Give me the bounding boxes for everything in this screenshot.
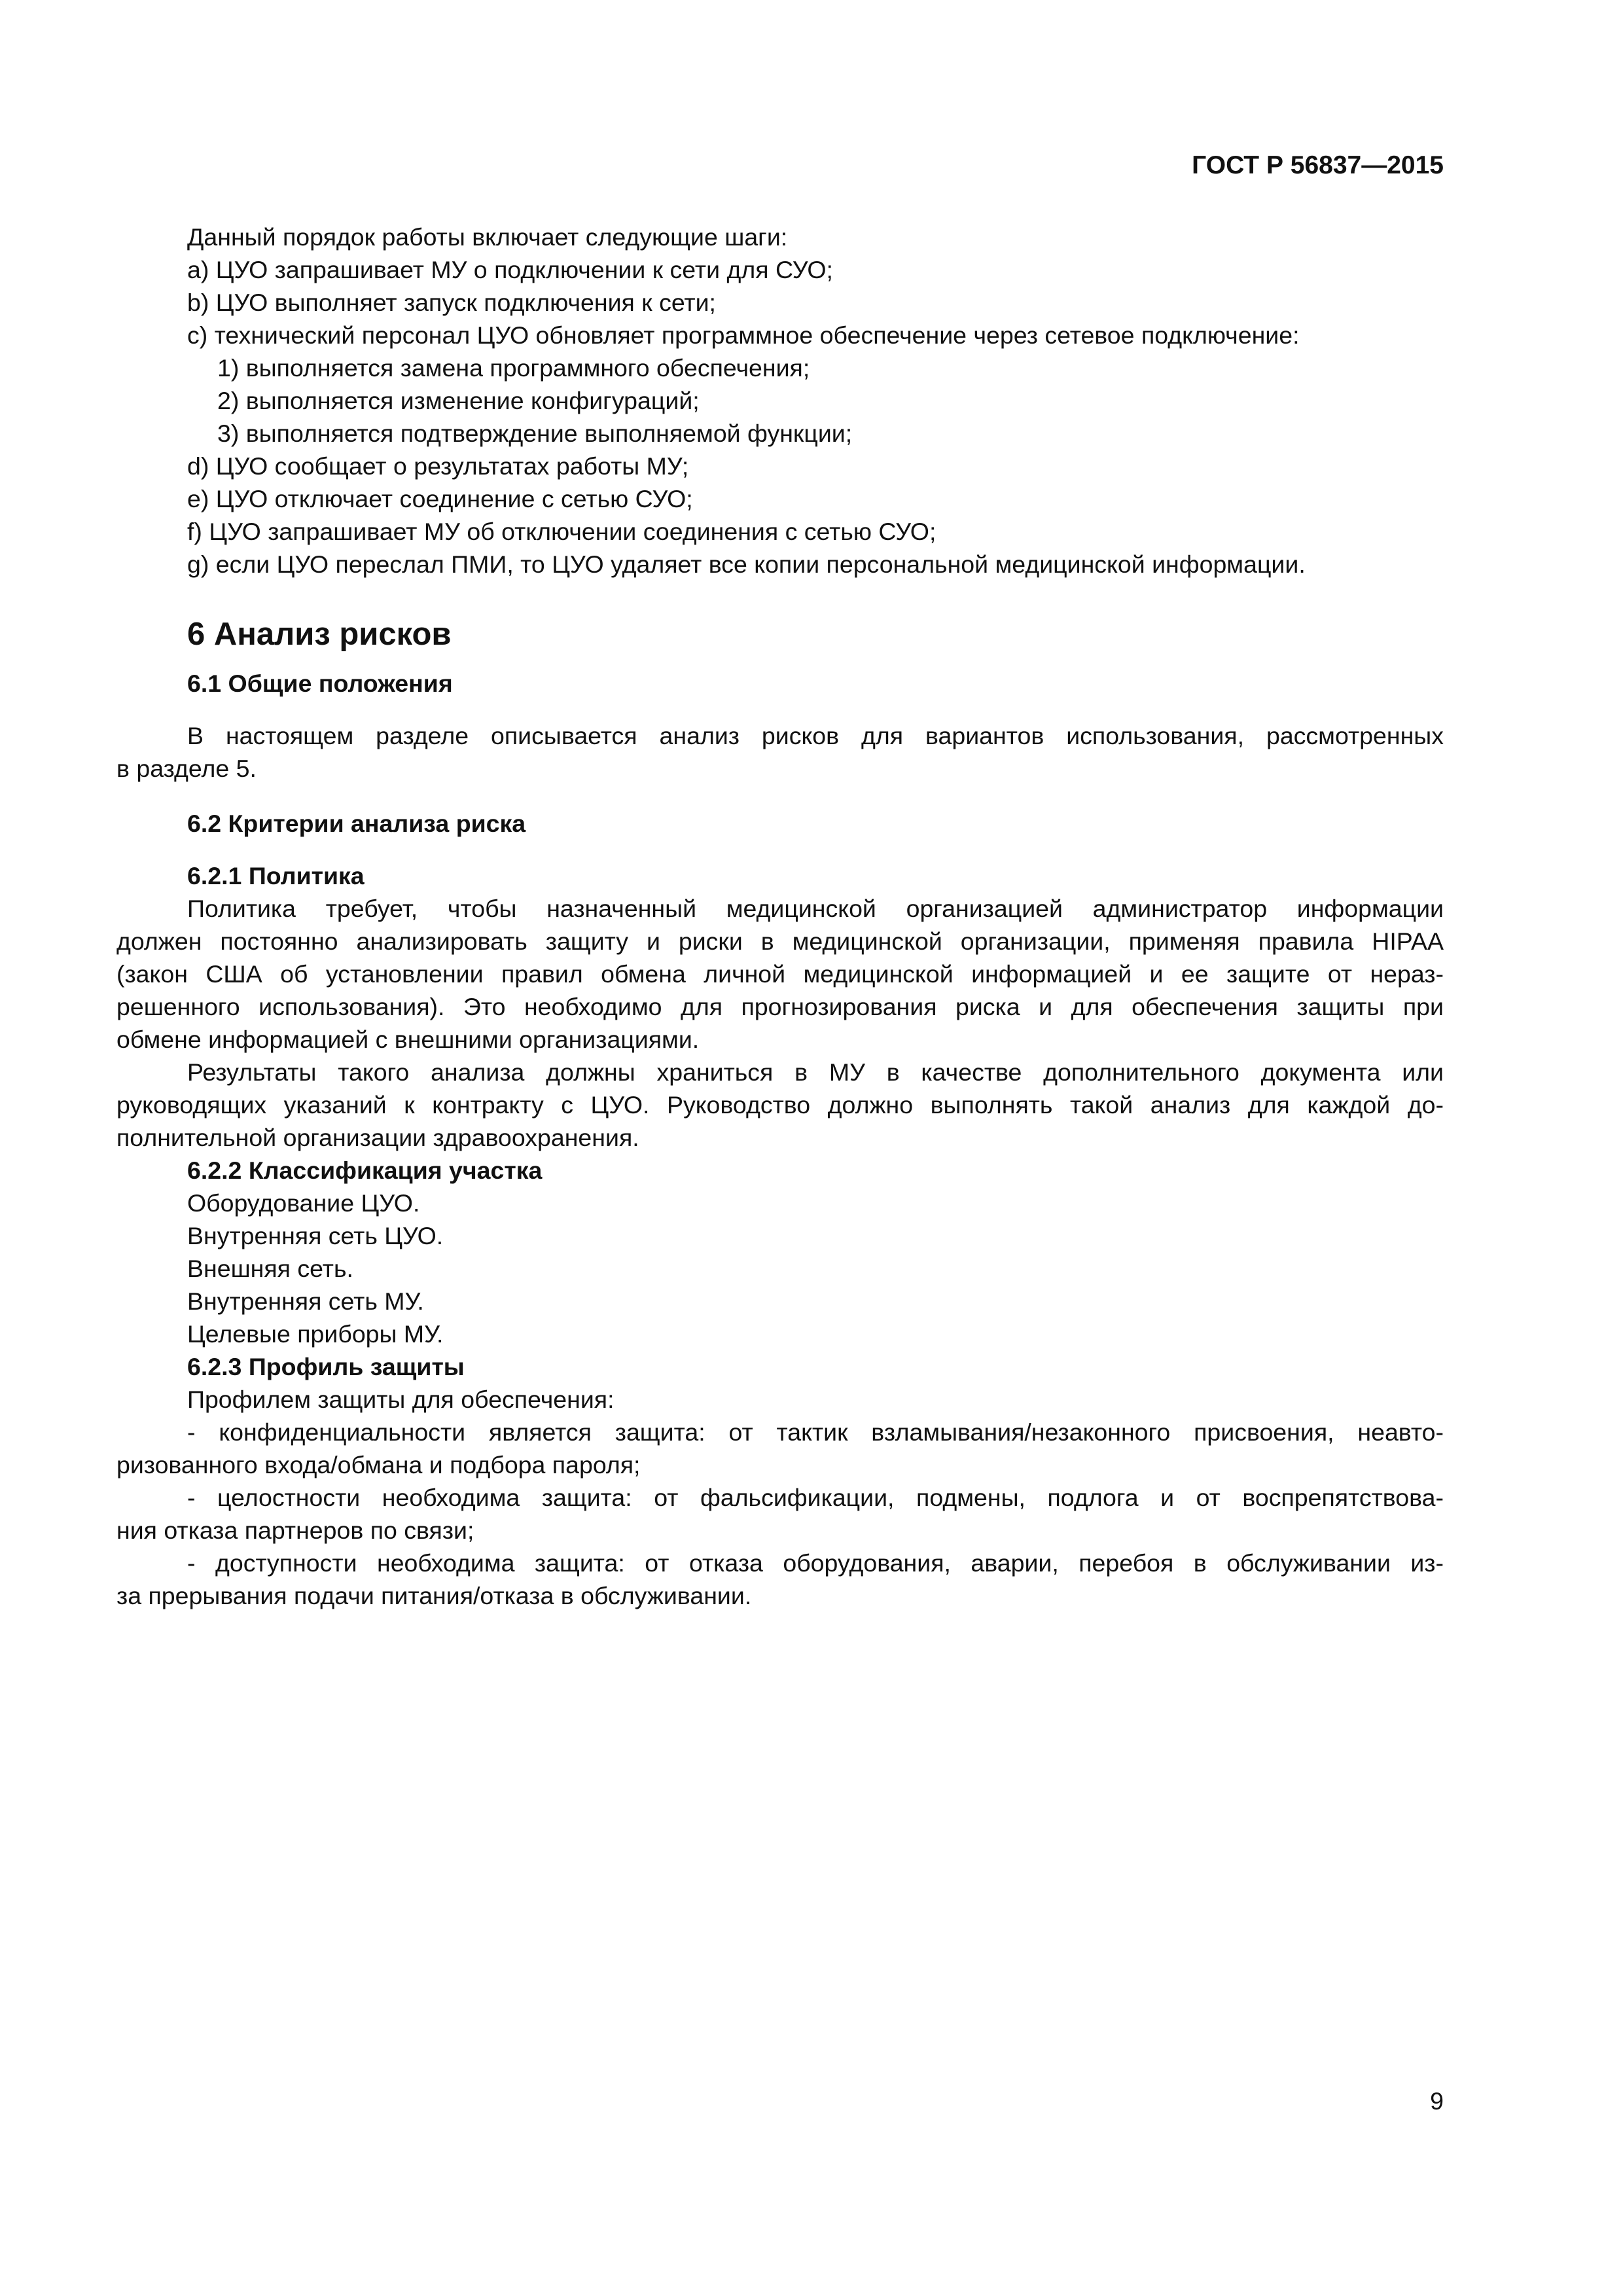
policy-paragraph-line: руководящих указаний к контракту с ЦУО. Руководство должно выполнять такой анализ для каждой до-	[116, 1091, 1444, 1119]
policy-paragraph-line: решенного использования). Это необходимо для прогнозирования риска и для обеспечения защиты при	[116, 993, 1444, 1020]
step-c3: 3) выполняется подтверждение выполняемой функции;	[217, 420, 853, 447]
protection-item-line: ния отказа партнеров по связи;	[116, 1516, 474, 1544]
section-6-heading: 6 Анализ рисков	[187, 617, 452, 652]
policy-paragraph-line: Политика требует, чтобы назначенный медицинской организацией администратор информации	[187, 895, 1444, 922]
step-d: d) ЦУО сообщает о результатах работы МУ;	[187, 452, 689, 480]
document-code: ГОСТ Р 56837—2015	[1192, 151, 1444, 179]
protection-item-line: ризованного входа/обмана и подбора пароля;	[116, 1451, 641, 1479]
policy-paragraph-line: должен постоянно анализировать защиту и риски в медицинской организации, применяя правила HIPAA	[116, 927, 1444, 955]
site-class-item: Внутренняя сеть ЦУО.	[187, 1222, 444, 1249]
protection-item-line: за прерывания подачи питания/отказа в обслуживании.	[116, 1582, 752, 1609]
step-c: c) технический персонал ЦУО обновляет программное обеспечение через сетевое подключение:	[187, 321, 1300, 349]
section-6-1-heading: 6.1 Общие положения	[187, 670, 453, 697]
protection-item-line: - целостности необходима защита: от фальсификации, подмены, подлога и от воспрепятствова-	[187, 1484, 1444, 1511]
protection-item-line: - конфиденциальности является защита: от тактик взламывания/незаконного присвоения, неавто-	[187, 1418, 1444, 1446]
site-class-item: Целевые приборы МУ.	[187, 1320, 444, 1348]
site-class-item: Внутренняя сеть МУ.	[187, 1287, 424, 1315]
steps-intro: Данный порядок работы включает следующие шаги:	[187, 223, 788, 251]
policy-paragraph-line: обмене информацией с внешними организациями.	[116, 1026, 700, 1053]
section-6-2-heading: 6.2 Критерии анализа риска	[187, 810, 526, 837]
section-6-2-2-heading: 6.2.2 Классификация участка	[187, 1157, 543, 1184]
step-c2: 2) выполняется изменение конфигураций;	[217, 387, 700, 414]
step-f: f) ЦУО запрашивает МУ об отключении соединения с сетью СУО;	[187, 518, 936, 545]
section-6-2-1-heading: 6.2.1 Политика	[187, 862, 365, 889]
step-b: b) ЦУО выполняет запуск подключения к сети;	[187, 289, 716, 316]
site-class-item: Оборудование ЦУО.	[187, 1189, 420, 1217]
section-6-1-text-line: в разделе 5.	[116, 755, 257, 782]
section-6-2-3-heading: 6.2.3 Профиль защиты	[187, 1353, 465, 1380]
protection-item-line: - доступности необходима защита: от отказа оборудования, аварии, перебоя в обслуживании из-	[187, 1549, 1444, 1577]
step-a: a) ЦУО запрашивает МУ о подключении к сети для СУО;	[187, 256, 833, 283]
step-e: e) ЦУО отключает соединение с сетью СУО;	[187, 485, 693, 512]
protection-profile-intro: Профилем защиты для обеспечения:	[187, 1386, 615, 1413]
site-class-item: Внешняя сеть.	[187, 1255, 353, 1282]
step-c1: 1) выполняется замена программного обеспечения;	[217, 354, 810, 382]
policy-paragraph-line: (закон США об установлении правил обмена личной медицинской информацией и ее защите от нераз-	[116, 960, 1444, 988]
section-6-1-text-line: В настоящем разделе описывается анализ рисков для вариантов использования, рассмотренных	[187, 722, 1444, 749]
step-g: g) если ЦУО переслал ПМИ, то ЦУО удаляет все копии персональной медицинской информации.	[187, 550, 1306, 578]
page-number: 9	[1430, 2087, 1444, 2115]
policy-paragraph-line: Результаты такого анализа должны храниться в МУ в качестве дополнительного документа или	[187, 1058, 1444, 1086]
document-body	[116, 221, 1444, 1612]
policy-paragraph-line: полнительной организации здравоохранения.	[116, 1124, 639, 1151]
